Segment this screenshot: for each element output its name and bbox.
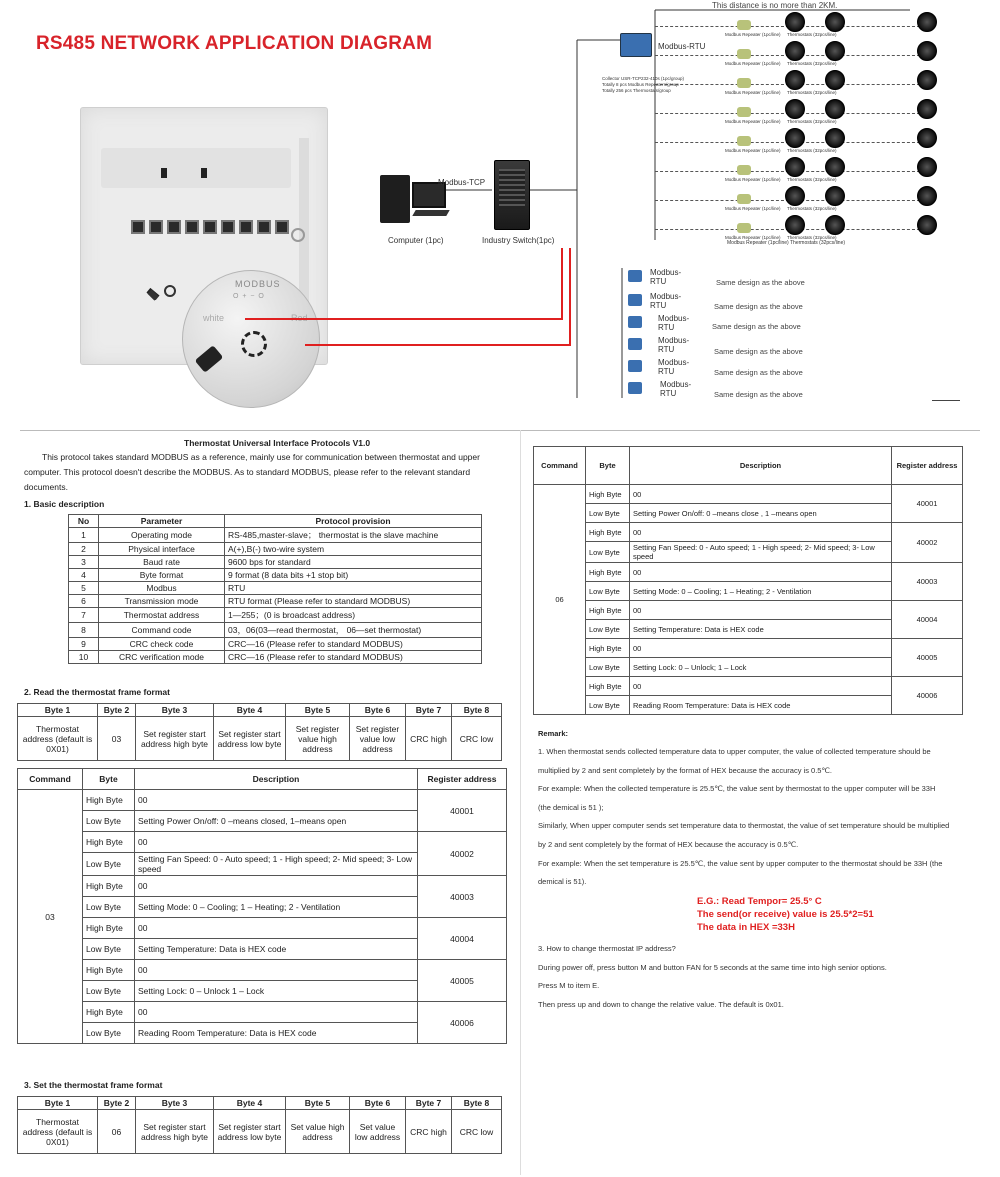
rtu-device-icon	[628, 382, 642, 394]
col-header: Byte 8	[452, 1097, 502, 1110]
table-row	[69, 608, 482, 623]
byte-label: High Byte	[83, 918, 135, 939]
row-parameter: CRC check code	[99, 638, 225, 651]
frame-cell: CRC high	[406, 717, 452, 761]
table-row	[69, 582, 482, 595]
row-no: 2	[69, 543, 99, 556]
conn-symbol: O	[233, 293, 239, 300]
repeater-label: Modbus Repeater (1pc/line)	[725, 206, 781, 211]
row-provision: 9600 bps for standard	[225, 556, 482, 569]
byte-label: High Byte	[586, 601, 630, 620]
byte-label: High Byte	[586, 563, 630, 582]
page-title: RS485 NETWORK APPLICATION DIAGRAM	[36, 33, 433, 54]
byte-label: High Byte	[83, 832, 135, 853]
group-same-label: Same design as the above	[714, 347, 803, 356]
table-row	[18, 1002, 507, 1023]
byte-description: Setting Lock: 0 – Unlock 1 – Lock	[135, 981, 418, 1002]
remark-line: For example: When the set temperature is 25.5℃, the value sent by upper computer to the thermostat should be 33H (the	[538, 858, 943, 868]
section-basic-description: 1. Basic description	[24, 499, 105, 509]
byte-label: Low Byte	[586, 542, 630, 563]
byte-label: High Byte	[586, 677, 630, 696]
col-header: Byte 8	[452, 704, 502, 717]
col-header: Byte 3	[136, 704, 214, 717]
group-rtu-label: Modbus-RTU	[658, 314, 690, 332]
row-parameter: Byte format	[99, 569, 225, 582]
group-same-label: Same design as the above	[714, 302, 803, 311]
table-row	[534, 639, 963, 658]
table-row	[534, 563, 963, 582]
thermostat-count-label: Thermostats (32pcs/line)	[787, 119, 837, 124]
row-no: 8	[69, 623, 99, 638]
byte-description: Setting Mode: 0 – Cooling; 1 – Heating; 2 - Ventilation	[630, 582, 892, 601]
byte-value: 00	[630, 639, 892, 658]
col-header: Byte 6	[350, 1097, 406, 1110]
byte-description: Reading Room Temperature: Data is HEX code	[135, 1023, 418, 1044]
row-no: 7	[69, 608, 99, 623]
repeater-label: Modbus Repeater (1pc/line)	[725, 90, 781, 95]
col-header: Register address	[418, 769, 507, 790]
protocol-title: Thermostat Universal Interface Protocols V1.0	[184, 438, 371, 448]
row-parameter: Physical interface	[99, 543, 225, 556]
byte-value: 00	[135, 876, 418, 897]
table-row	[69, 638, 482, 651]
byte-label: High Byte	[586, 523, 630, 542]
table-row	[18, 876, 507, 897]
register-address: 40005	[418, 960, 507, 1002]
thermostat-count-label: Thermostats (32pcs/line)	[787, 235, 837, 240]
byte-label: Low Byte	[586, 658, 630, 677]
rtu-device-icon	[628, 316, 642, 328]
remarks	[538, 743, 988, 892]
byte-description: Setting Power On/off: 0 –means close , 1 –means open	[630, 504, 892, 523]
row-provision: CRC—16 (Please refer to standard MODBUS)	[225, 651, 482, 664]
byte-label: Low Byte	[83, 811, 135, 832]
row-provision: RTU format (Please refer to standard MODBUS)	[225, 595, 482, 608]
remark-line: by 2 and sent completely by the format of HEX because the accuracy is 0.5℃.	[538, 839, 799, 849]
row-no: 6	[69, 595, 99, 608]
col-header: Byte 7	[406, 704, 452, 717]
col-header: Command	[18, 769, 83, 790]
repeater-label: Modbus Repeater (1pc/line)	[725, 119, 781, 124]
byte-label: High Byte	[83, 876, 135, 897]
col-header: Byte 2	[98, 704, 136, 717]
row-no: 4	[69, 569, 99, 582]
thermostat-count-label: Thermostats (32pcs/line)	[787, 177, 837, 182]
frame-cell: Set value high address	[286, 1110, 350, 1154]
byte-value: 00	[135, 960, 418, 981]
byte-description: Setting Temperature: Data is HEX code	[630, 620, 892, 639]
byte-description: Setting Fan Speed: 0 - Auto speed; 1 - High speed; 2- Mid speed; 3- Low speed	[630, 542, 892, 563]
remark-line: Similarly, When upper computer sends set temperature data to thermostat, the value of set temperature should be multiplied	[538, 821, 950, 831]
byte-value: 00	[630, 485, 892, 504]
read-frame-table	[17, 703, 502, 761]
col-header: Command	[534, 447, 586, 485]
frame-cell: Set register start address high byte	[136, 1110, 214, 1154]
group-rtu-label: Modbus-RTU	[658, 358, 690, 376]
wire-label-red: Red	[291, 313, 308, 323]
conn-symbol: O	[258, 293, 264, 300]
byte-description: Setting Mode: 0 – Cooling; 1 – Heating; 2 - Ventilation	[135, 897, 418, 918]
table-row	[69, 543, 482, 556]
set-frame-table	[17, 1096, 502, 1154]
byte-value: 00	[135, 1002, 418, 1023]
eg-line: The data in HEX =33H	[697, 922, 795, 933]
wire-label-white: white	[203, 313, 225, 323]
row-provision: 9 format (8 data bits +1 stop bit)	[225, 569, 482, 582]
row-no: 10	[69, 651, 99, 664]
byte-label: Low Byte	[586, 504, 630, 523]
register-address: 40003	[892, 563, 963, 601]
remark-line: demical is 51).	[538, 877, 587, 887]
intro-line: computer. This protocol doesn't describe the MODBUS. As to standard MODBUS, please refer to the relevant standard	[24, 467, 471, 477]
byte-label: Low Byte	[83, 1023, 135, 1044]
eg-line: The send(or receive) value is 25.5*2=51	[697, 909, 874, 920]
q3-line: During power off, press button M and button FAN for 5 seconds at the same time into high senior options.	[538, 962, 887, 972]
byte-value: 00	[135, 790, 418, 811]
row-provision: 1—255；(0 is broadcast address)	[225, 608, 482, 623]
byte-label: High Byte	[586, 639, 630, 658]
table-row	[69, 651, 482, 664]
frame-cell: Thermostat address (default is 0X01)	[18, 717, 98, 761]
register-address: 40006	[418, 1002, 507, 1044]
group-rtu-label: Modbus-RTU	[660, 380, 692, 398]
q3-line: Then press up and down to change the relative value. The default is 0x01.	[538, 999, 784, 1009]
repeater-label: Modbus Repeater (1pc/line)	[725, 235, 781, 240]
col-header: Byte 5	[286, 1097, 350, 1110]
modbus-label: MODBUS	[235, 279, 281, 289]
conn-symbol: −	[250, 293, 255, 300]
row-no: 3	[69, 556, 99, 569]
rtu-device-icon	[628, 270, 642, 282]
register-address: 40004	[892, 601, 963, 639]
col-header: Description	[630, 447, 892, 485]
remark-line: 1. When thermostat sends collected temperature data to upper computer, the value of collected temperature should be	[538, 747, 931, 756]
thermostat-count-label: Thermostats (32pcs/line)	[787, 32, 837, 37]
row-parameter: Modbus	[99, 582, 225, 595]
row-parameter: CRC verification mode	[99, 651, 225, 664]
col-header: Parameter	[99, 515, 225, 528]
group-same-label: Same design as the above	[714, 368, 803, 377]
group-rtu-label: Modbus-RTU	[650, 292, 682, 310]
byte-label: Low Byte	[586, 620, 630, 639]
frame-cell: Thermostat address (default is 0X01)	[18, 1110, 98, 1154]
group-rtu-label: Modbus-RTU	[658, 336, 690, 354]
frame-cell: Set register start address low byte	[214, 1110, 286, 1154]
remark-line: (the demical is 51 );	[538, 802, 604, 812]
col-header: Description	[135, 769, 418, 790]
thermostat-count-label: Thermostats (32pcs/line)	[787, 90, 837, 95]
register-address: 40002	[892, 523, 963, 563]
register-address: 40006	[892, 677, 963, 715]
row-parameter: Thermostat address	[99, 608, 225, 623]
table-row	[18, 832, 507, 853]
row-no: 9	[69, 638, 99, 651]
thermostat-count-label: Thermostats (32pcs/line)	[787, 148, 837, 153]
byte-label: High Byte	[586, 485, 630, 504]
col-header: Byte	[586, 447, 630, 485]
frame-cell: Set register value low address	[350, 717, 406, 761]
frame-cell: 06	[98, 1110, 136, 1154]
collector-note: Collector USR-TCP232-410s (1pc/group)	[602, 76, 685, 81]
table-row	[69, 556, 482, 569]
frame-cell: CRC low	[452, 717, 502, 761]
table-row	[534, 523, 963, 542]
group-same-label: Same design as the above	[714, 390, 803, 399]
row-parameter: Command code	[99, 623, 225, 638]
group-same-label: Same design as the above	[712, 322, 801, 331]
register-address: 40005	[892, 639, 963, 677]
row-provision: 03，06(03—read thermostat， 06—set thermostat)	[225, 623, 482, 638]
intro-line: This protocol takes standard MODBUS as a reference, mainly use for communication between thermostat and upper	[42, 452, 480, 462]
register-address: 40001	[418, 790, 507, 832]
byte-value: 00	[630, 677, 892, 696]
conn-symbol: +	[242, 293, 247, 300]
col-header: Byte 5	[286, 704, 350, 717]
byte-label: Low Byte	[83, 853, 135, 876]
byte-value: 00	[630, 563, 892, 582]
repeater-label: Modbus Repeater (1pc/line)	[725, 61, 781, 66]
row-parameter: Operating mode	[99, 528, 225, 543]
row-parameter: Baud rate	[99, 556, 225, 569]
row-no: 1	[69, 528, 99, 543]
table-row	[18, 918, 507, 939]
col-header: No	[69, 515, 99, 528]
command-code: 06	[534, 485, 586, 715]
group-rtu-label: Modbus-RTU	[650, 268, 682, 286]
collector-note: Totally 256 pcs Thermostats/group	[602, 88, 671, 93]
register-address: 40004	[418, 918, 507, 960]
top-rtu-label: Modbus-RTU	[658, 42, 706, 51]
col-header: Protocol provision	[225, 515, 482, 528]
byte-value: 00	[135, 918, 418, 939]
frame-cell: Set register start address low byte	[214, 717, 286, 761]
row-provision: A(+),B(-) two-wire system	[225, 543, 482, 556]
row-provision: RS-485,master-slave； thermostat is the slave machine	[225, 528, 482, 543]
row-provision: RTU	[225, 582, 482, 595]
tcp-label: Modbus-TCP	[438, 178, 486, 187]
byte-description: Setting Lock: 0 – Unlock; 1 – Lock	[630, 658, 892, 677]
read-command-table	[17, 768, 507, 1044]
byte-label: Low Byte	[586, 696, 630, 715]
byte-description: Reading Room Temperature: Data is HEX code	[630, 696, 892, 715]
eg-line: E.G.: Read Tempor= 25.5° C	[697, 896, 822, 907]
row-provision: CRC—16 (Please refer to standard MODBUS)	[225, 638, 482, 651]
intro-line: documents.	[24, 482, 68, 492]
rtu-device-icon	[628, 294, 642, 306]
byte-description: Setting Fan Speed: 0 - Auto speed; 1 - High speed; 2- Mid speed; 3- Low speed	[135, 853, 418, 876]
frame-cell: CRC low	[452, 1110, 502, 1154]
byte-description: Setting Temperature: Data is HEX code	[135, 939, 418, 960]
table-row	[18, 790, 507, 811]
byte-value: 00	[630, 601, 892, 620]
command-code: 03	[18, 790, 83, 1044]
table-row	[69, 623, 482, 638]
bottom-repeater-label: Modbus Repeater (1pc/line) Thermostats (32pcs/line)	[727, 240, 846, 246]
table-row	[534, 485, 963, 504]
col-header: Byte 1	[18, 704, 98, 717]
col-header: Byte 1	[18, 1097, 98, 1110]
q3-line: Press M to item E.	[538, 981, 600, 991]
byte-value: 00	[630, 523, 892, 542]
distance-note: This distance is no more than 2KM.	[712, 1, 838, 10]
frame-cell: CRC high	[406, 1110, 452, 1154]
remark-line: multiplied by 2 and sent completely by the format of HEX because the accuracy is 0.5℃.	[538, 765, 832, 775]
q3-line: 3. How to change thermostat IP address?	[538, 944, 676, 953]
thermostat-count-label: Thermostats (32pcs/line)	[787, 61, 837, 66]
repeater-label: Modbus Repeater (1pc/line)	[725, 148, 781, 153]
thermostat-count-label: Thermostats (32pcs/line)	[787, 206, 837, 211]
collector-note: Totally 8 pcs Modbus Repeaters/group	[602, 82, 679, 87]
col-header: Byte 3	[136, 1097, 214, 1110]
row-no: 5	[69, 582, 99, 595]
set-command-table	[533, 446, 963, 715]
byte-value: 00	[135, 832, 418, 853]
frame-cell: 03	[98, 717, 136, 761]
byte-label: High Byte	[83, 1002, 135, 1023]
rtu-device-icon	[628, 338, 642, 350]
table-row	[534, 601, 963, 620]
byte-description: Setting Power On/off: 0 –means closed, 1–means open	[135, 811, 418, 832]
remark-line: For example: When the collected temperature is 25.5℃, the value sent by thermostat to the upper computer will be 33H	[538, 784, 936, 794]
register-address: 40002	[418, 832, 507, 876]
computer-label: Computer (1pc)	[388, 236, 444, 245]
table-row	[534, 677, 963, 696]
col-header: Byte 7	[406, 1097, 452, 1110]
rtu-device-icon	[628, 360, 642, 372]
repeater-label: Modbus Repeater (1pc/line)	[725, 177, 781, 182]
register-address: 40001	[892, 485, 963, 523]
section-read-frame: 2. Read the thermostat frame format	[24, 687, 170, 697]
basic-description-table	[68, 514, 482, 664]
group-same-label: Same design as the above	[716, 278, 805, 287]
byte-label: Low Byte	[83, 897, 135, 918]
col-header: Register address	[892, 447, 963, 485]
frame-cell: Set value low address	[350, 1110, 406, 1154]
repeater-label: Modbus Repeater (1pc/line)	[725, 32, 781, 37]
byte-label: High Byte	[83, 790, 135, 811]
switch-label: Industry Switch(1pc)	[482, 236, 555, 245]
byte-label: Low Byte	[83, 939, 135, 960]
remark-title: Remark:	[538, 729, 569, 738]
byte-label: Low Byte	[586, 582, 630, 601]
register-address: 40003	[418, 876, 507, 918]
table-row	[69, 528, 482, 543]
table-row	[69, 595, 482, 608]
table-row	[69, 569, 482, 582]
col-header: Byte 6	[350, 704, 406, 717]
frame-cell: Set register value high address	[286, 717, 350, 761]
col-header: Byte 4	[214, 1097, 286, 1110]
byte-label: Low Byte	[83, 981, 135, 1002]
col-header: Byte	[83, 769, 135, 790]
byte-label: High Byte	[83, 960, 135, 981]
section-set-frame: 3. Set the thermostat frame format	[24, 1080, 163, 1090]
row-parameter: Transmission mode	[99, 595, 225, 608]
col-header: Byte 4	[214, 704, 286, 717]
frame-cell: Set register start address high byte	[136, 717, 214, 761]
table-row	[18, 960, 507, 981]
col-header: Byte 2	[98, 1097, 136, 1110]
